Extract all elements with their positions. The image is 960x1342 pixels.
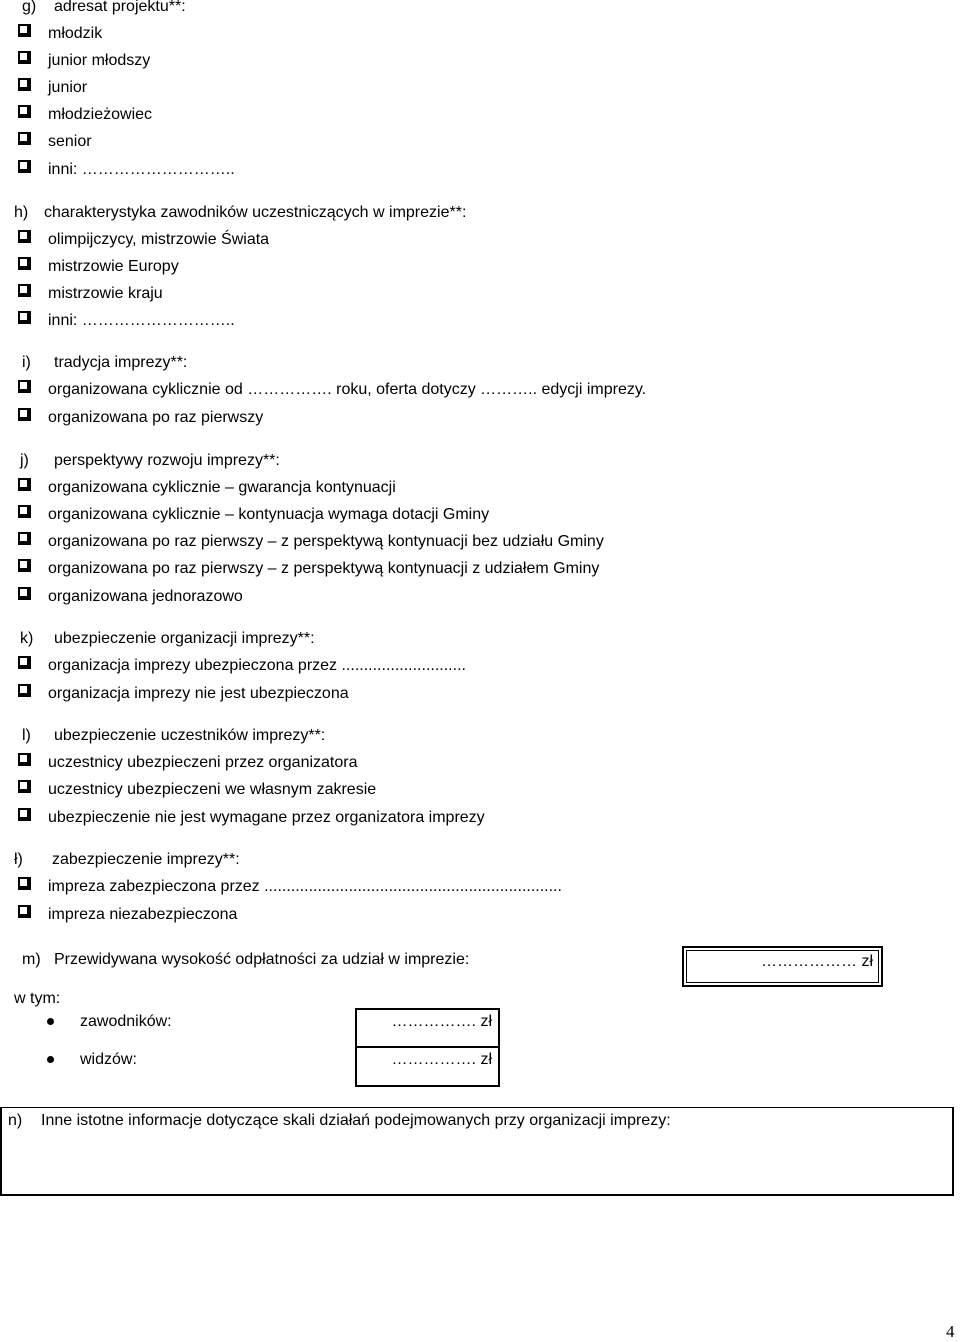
section-m-letter: m)	[22, 951, 41, 968]
option-label: organizowana cyklicznie – gwarancja kontynuacji	[48, 479, 396, 496]
fee-zawodnikow-value: ……………. zł	[391, 1013, 492, 1030]
checkbox-bez-udzialu-gminy[interactable]	[18, 532, 31, 545]
option-label: inni: ………………………..	[48, 161, 235, 178]
section-k-letter: k)	[20, 630, 34, 647]
option-label: impreza niezabezpieczona	[48, 906, 238, 923]
section-g-title: adresat projektu**:	[54, 0, 186, 15]
option-label: organizowana po raz pierwszy	[48, 409, 264, 426]
option-label: organizowana po raz pierwszy – z perspektywą kontynuacji bez udziału Gminy	[48, 533, 604, 550]
checkbox-mlodzik[interactable]	[18, 24, 31, 37]
checkbox-ubezpieczeni-organizator[interactable]	[18, 753, 31, 766]
checkbox-mistrzowie-kraju[interactable]	[18, 284, 31, 297]
checkbox-z-udzialem-gminy[interactable]	[18, 559, 31, 572]
option-label: mistrzowie kraju	[48, 285, 163, 302]
option-label: organizowana jednorazowo	[48, 588, 243, 605]
fee-widzow-box[interactable]	[355, 1046, 500, 1087]
page-number: 4	[946, 1322, 955, 1341]
checkbox-senior[interactable]	[18, 132, 31, 145]
option-label: senior	[48, 133, 92, 150]
checkbox-cyklicznie-od[interactable]	[18, 380, 31, 393]
checkbox-gwarancja-kontynuacji[interactable]	[18, 478, 31, 491]
section-j-letter: j)	[20, 452, 29, 469]
total-fee-box[interactable]	[682, 946, 883, 987]
checkbox-jednorazowo[interactable]	[18, 587, 31, 600]
option-label: młodzieżowiec	[48, 106, 153, 123]
checkbox-mlodziezowiec[interactable]	[18, 105, 31, 118]
checkbox-junior-mlodszy[interactable]	[18, 51, 31, 64]
breakdown-label-zawodnikow: zawodników:	[80, 1013, 172, 1030]
checkbox-junior[interactable]	[18, 78, 31, 91]
bullet-icon	[47, 1018, 54, 1025]
checkbox-po-raz-pierwszy[interactable]	[18, 408, 31, 421]
checkbox-wymaga-dotacji[interactable]	[18, 505, 31, 518]
checkbox-impreza-niezabezpieczona[interactable]	[18, 905, 31, 918]
breakdown-label: w tym:	[14, 990, 61, 1007]
option-label: młodzik	[48, 25, 103, 42]
section-h-title: charakterystyka zawodników uczestniczących w imprezie**:	[44, 204, 467, 221]
checkbox-ubezpieczeni-wlasny[interactable]	[18, 780, 31, 793]
checkbox-inni-h[interactable]	[18, 311, 31, 324]
section-n-letter: n)	[8, 1112, 23, 1129]
section-l-letter: l)	[22, 727, 31, 744]
option-label: junior młodszy	[48, 52, 151, 69]
section-j-title: perspektywy rozwoju imprezy**:	[54, 452, 280, 469]
option-label: uczestnicy ubezpieczeni przez organizatora	[48, 754, 358, 771]
option-label: olimpijczycy, mistrzowie Świata	[48, 231, 270, 248]
option-label: organizowana cyklicznie – kontynuacja wymaga dotacji Gminy	[48, 506, 490, 523]
option-label: organizowana cyklicznie od ……………. roku, oferta dotyczy ……….. edycji imprezy.	[48, 381, 647, 398]
checkbox-ubezpieczenie-niewymagane[interactable]	[18, 808, 31, 821]
option-label: ubezpieczenie nie jest wymagane przez organizatora imprezy	[48, 809, 485, 826]
section-l-title: ubezpieczenie uczestników imprezy**:	[54, 727, 326, 744]
section-g-letter: g)	[22, 0, 37, 15]
breakdown-label-widzow: widzów:	[80, 1051, 137, 1068]
option-label: mistrzowie Europy	[48, 258, 179, 275]
checkbox-mistrzowie-europy[interactable]	[18, 257, 31, 270]
section-n-title: Inne istotne informacje dotyczące skali działań podejmowanych przy organizacji imprezy:	[41, 1112, 671, 1129]
section-l2-title: zabezpieczenie imprezy**:	[52, 851, 240, 868]
checkbox-organizacja-nieubezpieczona[interactable]	[18, 684, 31, 697]
total-fee-value: ……………… zł	[761, 953, 873, 970]
section-l2-letter: ł)	[14, 851, 23, 868]
checkbox-inni-g[interactable]	[18, 160, 31, 173]
fee-zawodnikow-box[interactable]	[355, 1008, 500, 1048]
section-i-letter: i)	[22, 354, 31, 371]
checkbox-organizacja-ubezpieczona[interactable]	[18, 656, 31, 669]
section-k-title: ubezpieczenie organizacji imprezy**:	[54, 630, 315, 647]
option-label: organizacja imprezy nie jest ubezpieczona	[48, 685, 349, 702]
option-label: uczestnicy ubezpieczeni we własnym zakresie	[48, 781, 377, 798]
checkbox-impreza-zabezpieczona[interactable]	[18, 877, 31, 890]
option-label: organizowana po raz pierwszy – z perspektywą kontynuacji z udziałem Gminy	[48, 560, 600, 577]
option-label: organizacja imprezy ubezpieczona przez ............................	[48, 657, 466, 674]
fee-widzow-value: ……………. zł	[391, 1051, 492, 1068]
section-m-title: Przewidywana wysokość odpłatności za udział w imprezie:	[54, 951, 470, 968]
other-info-box[interactable]	[0, 1107, 954, 1196]
bullet-icon	[47, 1056, 54, 1063]
section-i-title: tradycja imprezy**:	[54, 354, 188, 371]
option-label: inni: ………………………..	[48, 312, 235, 329]
section-h-letter: h)	[14, 204, 29, 221]
option-label: junior	[48, 79, 88, 96]
checkbox-olimpijczycy[interactable]	[18, 230, 31, 243]
option-label: impreza zabezpieczona przez ...................................................................	[48, 878, 562, 895]
